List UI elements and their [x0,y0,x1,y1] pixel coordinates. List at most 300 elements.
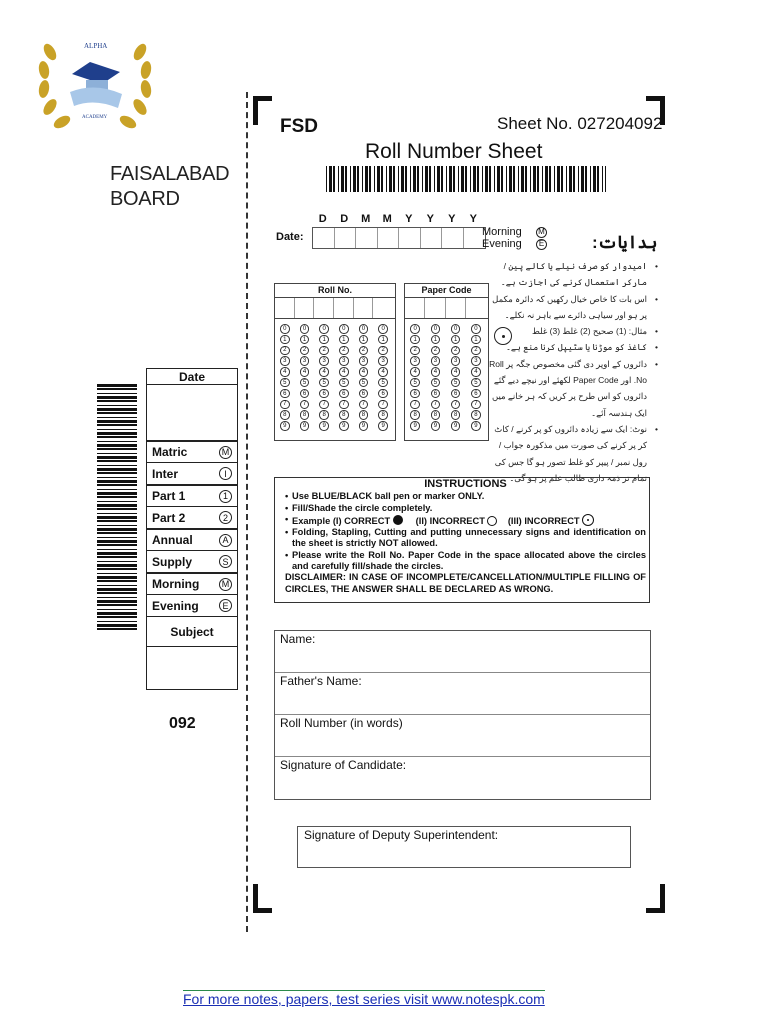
instruction-item: • Please write the Roll No. Paper Code in the space allocated above the circles and carefully fill/shade the circles. [292,550,646,573]
bubble-column [354,324,374,431]
side-barcode [97,384,137,632]
barcode-bar [333,166,335,192]
barcode-bar [97,585,137,586]
alpha-academy-logo [30,22,160,142]
footer-link[interactable]: For more notes, papers, test series visit www.notespk.com [183,991,545,1007]
digit-bubble[interactable]: 4 [378,367,388,377]
barcode-bar [97,408,137,411]
barcode-bar [97,448,137,450]
option-row: Part 1 1 [147,485,237,507]
barcode-bar [97,624,137,627]
barcode-bar [465,166,467,192]
barcode-bar [381,166,383,192]
barcode-bar [357,166,359,192]
date-letter: Y [469,213,477,225]
digit-bubble[interactable]: 5 [300,378,310,388]
digit-bubble[interactable]: 8 [319,410,329,420]
digit-bubble[interactable]: 1 [471,335,481,345]
board-name [110,162,229,212]
digit-bubble[interactable]: 6 [339,389,349,399]
digit-bubble[interactable]: 3 [280,356,290,366]
digit-bubble[interactable]: 1 [300,335,310,345]
digit-bubble[interactable]: 9 [471,421,481,431]
barcode-bar [97,609,137,610]
barcode-bar [446,166,447,192]
barcode-bar [97,549,137,550]
digit-bubble[interactable]: 4 [431,367,441,377]
digit-bubble[interactable]: 0 [319,324,329,334]
shift-bubble[interactable]: E [536,239,547,250]
barcode-bar [557,166,560,192]
urdu-instruction-item: • دائروں کے اوپر دی گئی مخصوص جگہ پر Roll No. اور Paper Code لکھئے اور نیچے دیے گئے دائروں کو اس طرح پر کریں کہ ہر خانے میں ایک ہندسہ آئے۔ [486,356,658,421]
digit-bubble[interactable]: 9 [300,421,310,431]
digit-bubble[interactable]: 5 [451,378,461,388]
barcode-bar [470,166,471,192]
digit-bubble[interactable]: 9 [359,421,369,431]
option-row: Morning M [147,573,237,595]
digit-bubble[interactable]: 7 [471,400,481,410]
date-box[interactable] [421,228,443,248]
digit-bubble[interactable]: 5 [319,378,329,388]
option-bubble[interactable]: 2 [219,511,232,524]
option-bubble[interactable]: A [219,534,232,547]
urdu-instruction-item: • اس بات کا خاص خیال رکھیں کہ دائرہ مکمل پر ہو اور سیاہی دائرے سے باہر نہ نکلے۔ [486,291,658,324]
date-box[interactable] [335,228,357,248]
digit-bubble[interactable]: 2 [451,346,461,356]
barcode-bar [97,588,137,591]
digit-bubble[interactable]: 8 [471,410,481,420]
barcode-bar [573,166,575,192]
barcode-bar [97,573,137,574]
bubble-column [466,324,486,431]
name-field[interactable]: Name: [275,631,650,673]
bubble-column [295,324,315,431]
date-box[interactable] [147,385,237,441]
barcode-bar [393,166,395,192]
digit-bubble[interactable]: 7 [280,400,290,410]
candidate-fields [274,630,651,800]
barcode-bar [97,456,137,459]
digit-bubble[interactable]: 7 [431,400,441,410]
date-letter: D [340,213,349,225]
digit-bubble[interactable]: 0 [280,324,290,334]
digit-bubble[interactable]: 2 [410,346,420,356]
barcode-bar [97,477,137,478]
barcode-bar [425,166,428,192]
bubble-column [314,324,334,431]
barcode-bar [97,576,137,579]
digit-bubble[interactable]: 7 [451,400,461,410]
roll-bubbles [275,319,395,431]
digit-bubble[interactable]: 8 [451,410,461,420]
digit-bubble[interactable]: 9 [339,421,349,431]
subject-label-row: Subject [147,617,237,647]
digit-write-box[interactable] [373,298,393,318]
crossed-circle-icon [487,516,497,526]
date-letter: D [318,213,327,225]
digit-write-box[interactable] [314,298,334,318]
barcode-bar [386,166,387,192]
barcode-bar [453,166,455,192]
option-row: Evening E [147,595,237,617]
barcode-bar [326,166,327,192]
roll-number-grid [274,283,396,441]
barcode-bar [494,166,495,192]
digit-bubble[interactable]: 0 [359,324,369,334]
digit-bubble[interactable]: 8 [280,410,290,420]
digit-bubble[interactable]: 1 [319,335,329,345]
fathers-name-field[interactable]: Father's Name: [275,673,650,715]
digit-bubble[interactable]: 8 [359,410,369,420]
digit-bubble[interactable]: 0 [300,324,310,334]
digit-bubble[interactable]: 5 [280,378,290,388]
digit-bubble[interactable]: 7 [359,400,369,410]
barcode-bar [97,436,137,438]
option-bubble[interactable]: M [219,446,232,459]
barcode-bar [569,166,572,192]
left-info-table [146,368,238,690]
digit-bubble[interactable]: 4 [471,367,481,377]
barcode-bar [97,501,137,502]
urdu-instructions-title: ہدایات: [592,233,658,252]
barcode-bar [97,432,137,435]
digit-bubble[interactable]: 4 [339,367,349,377]
digit-bubble[interactable]: 3 [410,356,420,366]
barcode-bar [581,166,584,192]
bubble-column [334,324,354,431]
board-line-2: BOARD [110,188,180,210]
barcode-bar [97,532,137,534]
shift-option: Evening E [482,238,547,250]
barcode-bar [97,508,137,510]
barcode-bar [422,166,423,192]
digit-bubble[interactable]: 5 [378,378,388,388]
digit-bubble[interactable]: 6 [280,389,290,399]
digit-bubble[interactable]: 2 [339,346,349,356]
barcode-bar [578,166,579,192]
barcode-bar [97,552,137,555]
barcode-bar [329,166,332,192]
barcode-bar [97,424,137,426]
digit-bubble[interactable]: 4 [319,367,329,377]
digit-bubble[interactable]: 5 [359,378,369,388]
digit-bubble[interactable]: 3 [451,356,461,366]
digit-bubble[interactable]: 0 [378,324,388,334]
barcode-bar [97,568,137,570]
digit-bubble[interactable]: 6 [378,389,388,399]
date-header: Date [147,369,237,385]
digit-bubble[interactable]: 3 [300,356,310,366]
digit-bubble[interactable]: 5 [431,378,441,388]
barcode-bar [350,166,351,192]
barcode-bar [374,166,375,192]
digit-bubble[interactable]: 2 [300,346,310,356]
instructions-heading: INSTRUCTIONS [424,478,507,490]
dotted-circle-icon [582,514,594,526]
barcode-bar [429,166,431,192]
instruction-item: • Use BLUE/BLACK ball pen or marker ONLY. [292,491,646,502]
digit-bubble[interactable]: 3 [319,356,329,366]
digit-bubble[interactable]: 0 [339,324,349,334]
barcode-bar [97,412,137,414]
barcode-bar [590,166,591,192]
barcode-bar [518,166,519,192]
instruction-item: • Fill/Shade the circle completely. [292,503,646,514]
svg-text:ALPHA: ALPHA [84,42,108,50]
digit-bubble[interactable]: 4 [410,367,420,377]
barcode-bar [97,525,137,526]
digit-write-box[interactable] [405,298,425,318]
option-bubble[interactable]: I [219,467,232,480]
date-letter: Y [405,213,413,225]
barcode-bar [501,166,503,192]
option-row: Part 2 2 [147,507,237,529]
barcode-bar [365,166,368,192]
barcode-bar [97,561,137,562]
instruction-item: • Folding, Stapling, Cutting and putting unnecessary signs and identification on the sheet is strictly NOT allowed. [292,527,646,550]
barcode-bar [97,492,137,495]
option-bubble[interactable]: S [219,555,232,568]
digit-bubble[interactable]: 0 [410,324,420,334]
corner-mark [253,884,272,913]
digit-bubble[interactable]: 8 [410,410,420,420]
barcode-bar [97,388,137,390]
bubble-column [405,324,425,431]
digit-bubble[interactable]: 6 [451,389,461,399]
barcode-bar [497,166,500,192]
barcode-bar [566,166,567,192]
digit-bubble[interactable]: 2 [471,346,481,356]
digit-bubble[interactable]: 0 [471,324,481,334]
digit-bubble[interactable]: 2 [431,346,441,356]
header-barcode [326,166,606,192]
barcode-bar [338,166,339,192]
barcode-bar [597,166,599,192]
barcode-bar [97,540,137,543]
digit-bubble[interactable]: 7 [378,400,388,410]
digit-write-box[interactable] [334,298,354,318]
digit-bubble[interactable]: 9 [280,421,290,431]
barcode-bar [513,166,515,192]
cut-line [246,92,248,932]
barcode-bar [525,166,527,192]
barcode-bar [542,166,543,192]
barcode-bar [545,166,548,192]
digit-bubble[interactable]: 0 [451,324,461,334]
paper-write-boxes [405,298,488,319]
digit-bubble[interactable]: 1 [359,335,369,345]
digit-bubble[interactable]: 0 [431,324,441,334]
roll-grid-header: Roll No. [275,284,395,298]
barcode-bar [97,465,137,466]
corner-mark [253,96,272,125]
option-bubble[interactable]: M [219,578,232,591]
date-box[interactable] [313,228,335,248]
barcode-bar [593,166,596,192]
digit-bubble[interactable]: 4 [280,367,290,377]
barcode-bar [97,444,137,447]
barcode-bar [97,504,137,507]
paper-code-grid [404,283,489,441]
barcode-bar [97,600,137,603]
digit-bubble[interactable]: 2 [280,346,290,356]
digit-bubble[interactable]: 5 [339,378,349,388]
date-box[interactable] [378,228,400,248]
barcode-bar [97,513,137,514]
disclaimer: DISCLAIMER: IN CASE OF INCOMPLETE/CANCELLATION/MULTIPLE FILLING OF CIRCLES, THE ANSWER SHALL BE DECLARED AS WRONG. [285,572,646,594]
date-format-letters [312,213,484,225]
barcode-bar [345,166,347,192]
digit-bubble[interactable]: 1 [431,335,441,345]
barcode-bar [537,166,539,192]
corner-mark [646,884,665,913]
barcode-bar [97,544,137,546]
digit-bubble[interactable]: 9 [410,421,420,431]
digit-write-box[interactable] [275,298,295,318]
digit-bubble[interactable]: 2 [359,346,369,356]
urdu-instruction-item: • نوٹ: ایک سے زیادہ دائروں کو پر کرنے / کاٹ کر پر کرنے کی صورت میں مذکورہ جواب / رول نمبر / پیپر کو غلط تصور ہو گا جس کی تمام تر ذمہ داری طالب علم پر ہو گی۔ [486,421,658,486]
digit-bubble[interactable]: 3 [359,356,369,366]
digit-bubble[interactable]: 9 [431,421,441,431]
barcode-bar [97,393,137,394]
digit-bubble[interactable]: 5 [410,378,420,388]
urdu-instruction-item: • مثال: (1) صحیح (2) غلط (3) غلط [486,323,658,339]
barcode-bar [97,580,137,582]
digit-bubble[interactable]: 2 [378,346,388,356]
roll-number-words-field[interactable]: Roll Number (in words) [275,715,650,757]
digit-bubble[interactable]: 3 [431,356,441,366]
digit-bubble[interactable]: 7 [410,400,420,410]
digit-bubble[interactable]: 6 [431,389,441,399]
barcode-bar [413,166,416,192]
digit-bubble[interactable]: 6 [300,389,310,399]
board-code: FSD [280,116,318,137]
barcode-bar [97,480,137,483]
barcode-bar [97,400,137,402]
digit-bubble[interactable]: 2 [319,346,329,356]
digit-bubble[interactable]: 5 [471,378,481,388]
deputy-signature-field[interactable]: Signature of Deputy Superintendent: [297,826,631,868]
digit-bubble[interactable]: 9 [319,421,329,431]
digit-bubble[interactable]: 7 [339,400,349,410]
digit-write-box[interactable] [295,298,315,318]
subject-box[interactable] [147,647,237,689]
paper-bubbles [405,319,488,431]
digit-bubble[interactable]: 4 [451,367,461,377]
date-letter: M [361,213,371,225]
date-letter: Y [426,213,434,225]
digit-bubble[interactable]: 1 [339,335,349,345]
digit-bubble[interactable]: 4 [300,367,310,377]
digit-bubble[interactable]: 1 [280,335,290,345]
barcode-bar [97,604,137,606]
digit-bubble[interactable]: 6 [471,389,481,399]
barcode-bar [97,520,137,522]
digit-bubble[interactable]: 8 [339,410,349,420]
digit-write-box[interactable] [466,298,486,318]
barcode-bar [97,489,137,490]
date-letter: M [382,213,392,225]
digit-bubble[interactable]: 7 [319,400,329,410]
barcode-bar [549,166,551,192]
digit-bubble[interactable]: 8 [431,410,441,420]
barcode-bar [97,405,137,406]
shift-options [482,226,547,250]
date-box[interactable] [442,228,464,248]
barcode-bar [458,166,459,192]
digit-bubble[interactable]: 6 [410,389,420,399]
shift-bubble[interactable]: M [536,227,547,238]
barcode-bar [485,166,488,192]
digit-bubble[interactable]: 1 [410,335,420,345]
example-circle-icon [494,327,512,345]
digit-bubble[interactable]: 4 [359,367,369,377]
paper-grid-header: Paper Code [405,284,488,298]
barcode-bar [341,166,344,192]
digit-bubble[interactable]: 1 [451,335,461,345]
candidate-signature-field[interactable]: Signature of Candidate: [280,758,407,772]
digit-bubble[interactable]: 6 [359,389,369,399]
digit-bubble[interactable]: 7 [300,400,310,410]
digit-write-box[interactable] [354,298,374,318]
date-letter: Y [448,213,456,225]
digit-bubble[interactable]: 8 [300,410,310,420]
barcode-bar [97,628,137,630]
option-bubble[interactable]: 1 [219,490,232,503]
digit-bubble[interactable]: 9 [378,421,388,431]
digit-bubble[interactable]: 6 [319,389,329,399]
sheet-number: Sheet No. 027204092 [497,114,663,133]
barcode-bar [97,453,137,454]
barcode-bar [489,166,491,192]
digit-bubble[interactable]: 1 [378,335,388,345]
barcode-bar [449,166,452,192]
bubble-column [275,324,295,431]
barcode-bar [362,166,363,192]
bubble-column [425,324,445,431]
barcode-bar [97,564,137,567]
barcode-bar [441,166,443,192]
barcode-bar [369,166,371,192]
digit-bubble[interactable]: 3 [471,356,481,366]
date-box[interactable] [356,228,378,248]
digit-bubble[interactable]: 3 [378,356,388,366]
barcode-bar [509,166,512,192]
digit-write-box[interactable] [446,298,466,318]
option-bubble[interactable]: E [219,599,232,612]
date-box[interactable] [399,228,421,248]
digit-bubble[interactable]: 3 [339,356,349,366]
barcode-bar [602,166,603,192]
barcode-bar [97,597,137,598]
digit-write-box[interactable] [425,298,445,318]
barcode-bar [477,166,479,192]
barcode-bar [97,429,137,430]
barcode-bar [437,166,440,192]
barcode-bar [97,537,137,538]
option-row: Annual A [147,529,237,551]
barcode-bar [530,166,531,192]
barcode-bar [97,396,137,399]
barcode-bar [97,468,137,471]
urdu-instruction-item: • امیدوار کو صرف نیلے یا کالے پین / مارکر استعمال کرنے کی اجازت ہے۔ [486,258,658,291]
barcode-bar [434,166,435,192]
digit-bubble[interactable]: 9 [451,421,461,431]
barcode-bar [506,166,507,192]
barcode-bar [482,166,483,192]
barcode-bar [405,166,407,192]
digit-bubble[interactable]: 8 [378,410,388,420]
